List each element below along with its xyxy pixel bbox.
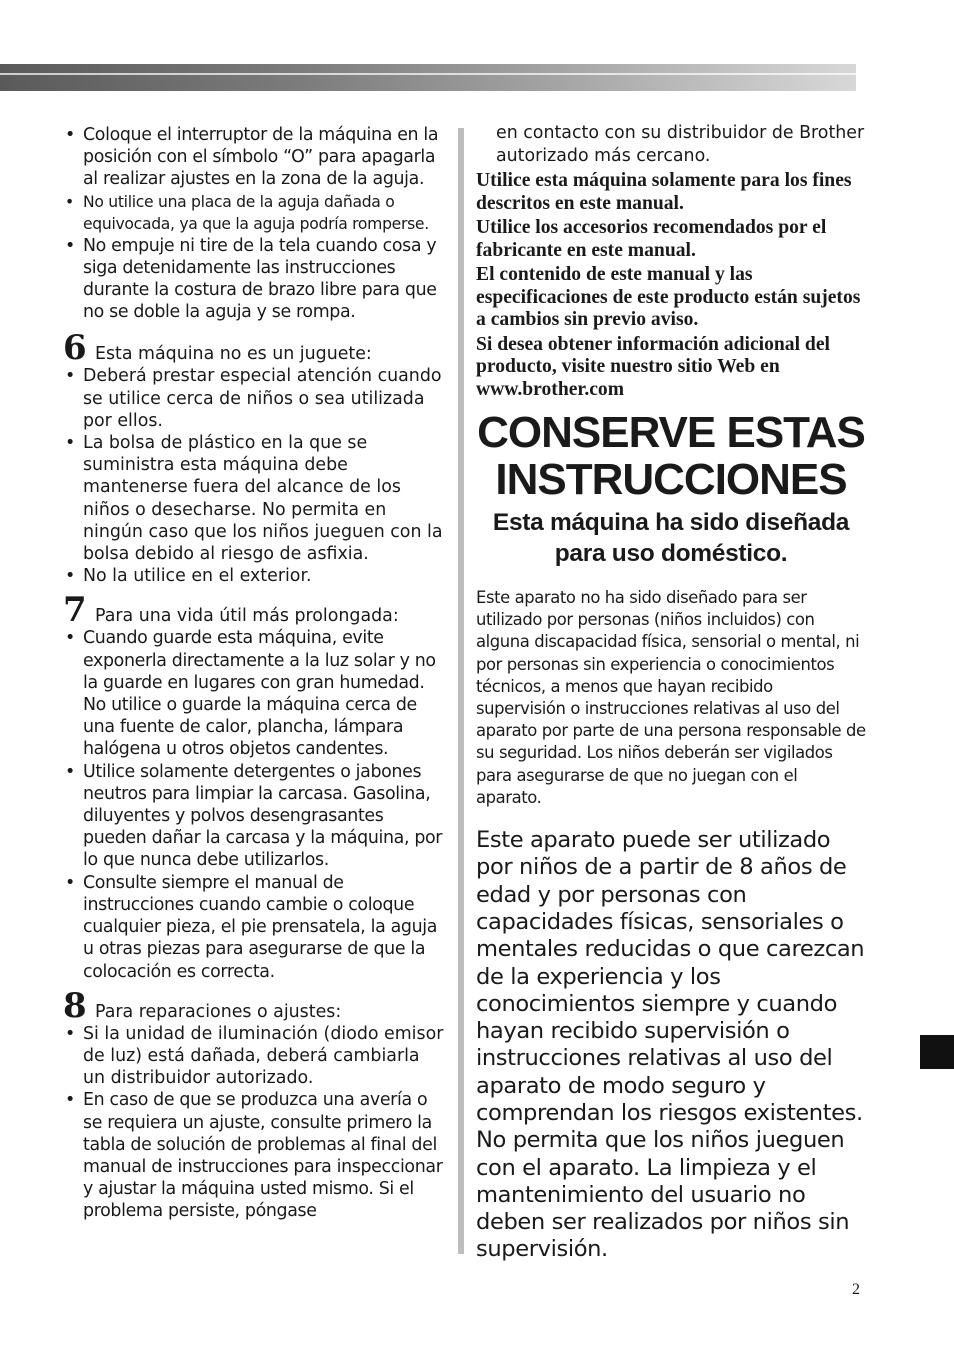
left-column bbox=[63, 124, 447, 1223]
column-divider bbox=[458, 128, 464, 1254]
section-8-heading bbox=[63, 985, 447, 1026]
header-gradient-bar bbox=[0, 64, 856, 91]
children-paragraph: Este aparato puede ser utilizado por niños de a partir de 8 años de edad y por personas con capacidades físicas, sensoriales o mentales reducidas o que carezcan de la experiencia y los conocimientos siempre y cuando hayan recibido supervisión o instrucciones relativas al uso del aparato de modo seguro y comprendan los riesgos existentes. No permita que los niños jueguen con el aparato. La limpieza y el mantenimiento del usuario no deben ser realizados por niños sin supervisión. bbox=[476, 827, 865, 1263]
list-item: • No empuje ni tire de la tela cuando cosa y siga detenidamente las instrucciones durante la costura de brazo libre para que no se doble la aguja y se rompa. bbox=[63, 235, 447, 324]
list-item: • Si la unidad de iluminación (diodo emisor de luz) está dañada, deberá cambiarla un distribuidor autorizado. bbox=[63, 1023, 447, 1090]
section-tab-marker bbox=[920, 1035, 954, 1069]
list-item: • En caso de que se produzca una avería o se requiera un ajuste, consulte primero la tabla de solución de problemas al final del manual de instrucciones para inspeccionar y ajustar la máquina usted mismo. Si el problema persiste, póngase bbox=[63, 1089, 447, 1222]
section-number: 7 bbox=[63, 590, 86, 631]
section-number: 8 bbox=[63, 985, 86, 1026]
list-item: • No la utilice en el exterior. bbox=[63, 565, 447, 587]
section-7-list bbox=[63, 627, 447, 982]
list-item: • Utilice solamente detergentes o jabones neutros para limpiar la carcasa. Gasolina, diluyentes y polvos desengrasantes pueden dañar la carcasa y la máquina, por lo que nunca debe utilizarlos. bbox=[63, 761, 447, 872]
header-stripe bbox=[0, 73, 856, 75]
subtitle: Esta máquina ha sido diseñada para uso doméstico. bbox=[492, 509, 850, 567]
list-item: • Coloque el interruptor de la máquina en la posición con el símbolo “O” para apagarla al realizar ajustes en la zona de la aguja. bbox=[63, 124, 447, 191]
continued-text: en contacto con su distribuidor de Brother autorizado más cercano. bbox=[496, 123, 865, 166]
safety-paragraph: Este aparato no ha sido diseñado para ser utilizado por personas (niños incluidos) con alguna discapacidad física, sensorial o mental, ni por personas sin experiencia o conocimientos técnicos, a menos que hayan recibido supervisión o instrucciones relativas al uso del aparato por parte de una persona responsable de su seguridad. Los niños deberán ser vigilados para asegurarse de que no juegan con el aparato. bbox=[476, 588, 866, 807]
bold-notice: Utilice los accesorios recomendados por el fabricante en este manual. bbox=[476, 217, 827, 261]
bold-notice: Si desea obtener información adicional del producto, visite nuestro sitio Web en www.brother.com bbox=[476, 333, 830, 400]
section-title: Para una vida útil más prolongada: bbox=[95, 606, 399, 627]
list-item: • Cuando guarde esta máquina, evite exponerla directamente a la luz solar y no la guarde en lugares con gran humedad. No utilice o guarde la máquina cerca de una fuente de calor, plancha, lámpara halógena u otros objetos candentes. bbox=[63, 627, 447, 760]
section-title: Para reparaciones o ajustes: bbox=[95, 1001, 342, 1022]
section-8-list bbox=[63, 1023, 447, 1223]
section-7-heading bbox=[63, 590, 447, 631]
bold-notice: Utilice esta máquina solamente para los fines descritos en este manual. bbox=[476, 170, 852, 214]
list-item: • No utilice una placa de la aguja dañada o equivocada, ya que la aguja podría romperse. bbox=[63, 191, 447, 235]
bold-notice: El contenido de este manual y las especificaciones de este producto están sujetos a cambios sin previo aviso. bbox=[476, 264, 861, 330]
section-6-list bbox=[63, 365, 447, 587]
intro-list bbox=[63, 124, 447, 323]
list-item: • La bolsa de plástico en la que se suministra esta máquina debe mantenerse fuera del alcance de los niños o desecharse. No permita en ningún caso que los niños jueguen con la bolsa debido al riesgo de asfixia. bbox=[63, 432, 447, 565]
list-item: • Consulte siempre el manual de instrucciones cuando cambie o coloque cualquier pieza, el pie prensatela, la aguja u otras piezas para asegurarse de que la colocación es correcta. bbox=[63, 872, 447, 983]
page-number: 2 bbox=[852, 1281, 860, 1298]
right-column bbox=[476, 122, 866, 1264]
section-6-heading bbox=[63, 328, 447, 369]
section-number: 6 bbox=[63, 328, 86, 369]
section-title: Esta máquina no es un juguete: bbox=[95, 344, 372, 365]
page-title: CONSERVE ESTAS INSTRUCCIONES bbox=[477, 408, 865, 504]
list-item: • Deberá prestar especial atención cuando se utilice cerca de niños o sea utilizada por ellos. bbox=[63, 365, 447, 432]
